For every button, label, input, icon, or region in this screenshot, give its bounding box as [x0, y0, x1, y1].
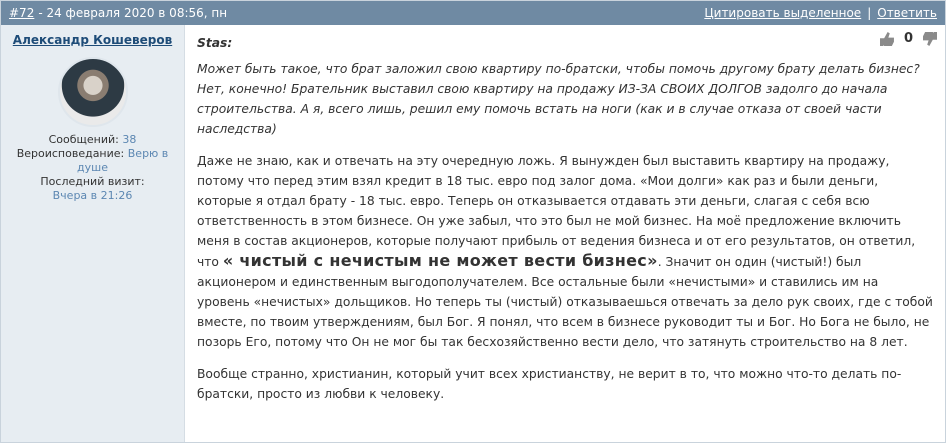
quote-text: Может быть такое, что брат заложил свою квартиру по-братски, чтобы помочь другому брату делать бизнес? Нет, конечно! Брательник выставил свою квартиру на продажу ИЗ-ЗА СВОИХ ДОЛГОВ задолго до начала строительства. А я, всего лишь, решил ему помочь встать на ноги (как и в случае отказа от своей части наследства) [197, 62, 920, 136]
messages-label: Сообщений: [48, 133, 119, 146]
post-header [1, 1, 945, 25]
rating-widget [880, 29, 937, 49]
paragraph-text-start: Даже не знаю, как и отвечать на эту очередную ложь. Я вынужден был выставить квартиру на продажу, потому что перед этим взял кредит в 18 тыс. евро под залог дома. «Мои долги» как раз и были деньги, которые я отдал брату - 18 тыс. евро. Теперь он отказывается отдавать эти деньги, слагая с себя всю ответственность в этом бизнесе. Он уже забыл, что это был не мой бизнес. На моё предложение включить меня в состав акционеров, которые получают прибыль от ведения бизнеса и от его результатов, он ответил, что [197, 154, 916, 269]
paragraph-text-end: . Значит он один (чистый!) был акционером и единственным выгодополучателем. Все остальные были «нечистыми» и ставились им на уровень «нечистых» дольщиков. Но теперь ты (чистый) отказываешься отвечать за дело рук своих, где с тобой вместе, по твоим утверждениям, был Бог. Я понял, что всем в бизнесе руководит ты и Бог. Но Бога не было, не позорь Его, потому что Он не мог бы так бесхозяйственно вести дело, что затянуть строительство на 8 лет. [197, 255, 933, 349]
religion-value: Верю в душе [77, 147, 169, 174]
rating-value: 0 [903, 31, 913, 46]
post-actions [704, 6, 937, 20]
thumbs-down-icon[interactable] [923, 32, 937, 46]
user-name-link[interactable]: Александр Кошеверов [12, 33, 173, 47]
post-paragraph [197, 151, 933, 352]
messages-stat [1, 133, 184, 147]
user-panel [1, 25, 185, 442]
last-visit-label: Последний визит: [40, 175, 145, 188]
reply-link[interactable]: Ответить [877, 6, 937, 20]
post-number-link[interactable]: #72 [9, 6, 35, 20]
last-visit-value: Вчера в 21:26 [52, 189, 133, 202]
thumbs-up-icon[interactable] [880, 32, 894, 46]
post-date: - 24 февраля 2020 в 08:56, пн [38, 6, 228, 20]
highlighted-quote: « чистый с нечистым не может вести бизнес» [222, 251, 658, 270]
religion-stat [1, 147, 184, 175]
avatar[interactable] [58, 57, 128, 127]
post-body [1, 25, 945, 442]
messages-value[interactable]: 38 [122, 133, 137, 146]
separator: | [867, 6, 872, 20]
quote-selected-link[interactable]: Цитировать выделенное [704, 6, 862, 20]
post-paragraph-2: Вообще странно, христианин, который учит всех христианству, не верит в то, что можно что-то делать по-братски, просто из любви к человеку. [197, 367, 902, 401]
quote-author: Stas: [197, 36, 233, 50]
post-content [185, 25, 945, 442]
religion-label: Вероисповедание: [16, 147, 125, 160]
post-meta [9, 6, 227, 20]
